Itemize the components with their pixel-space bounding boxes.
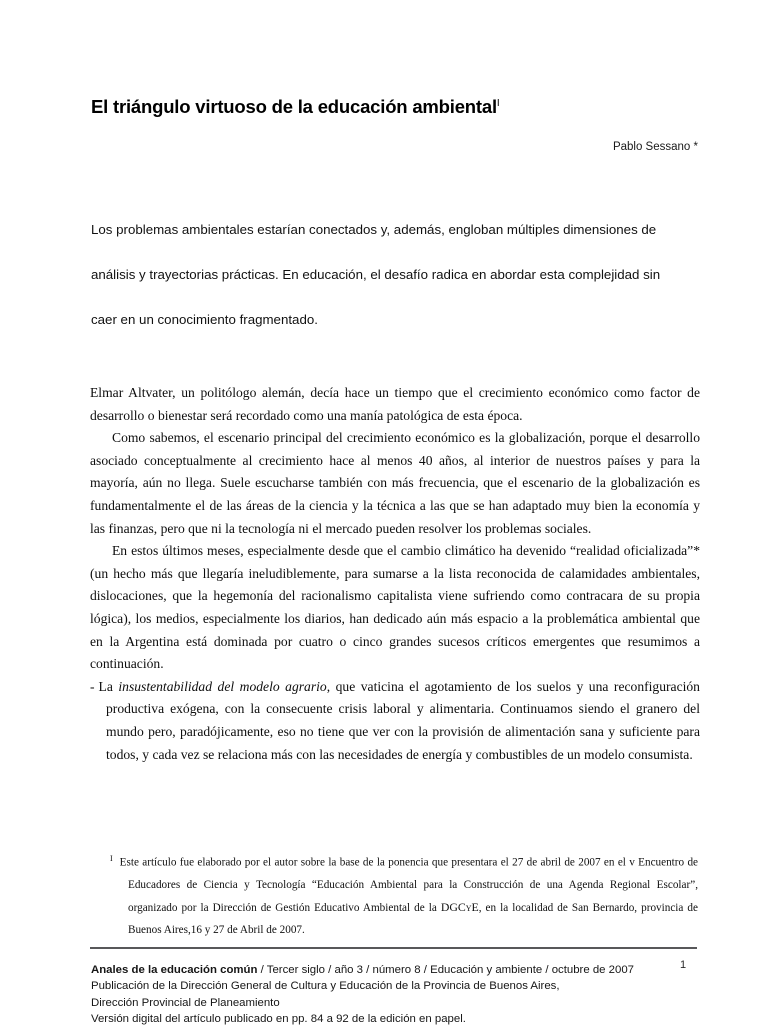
page-title-text: El triángulo virtuoso de la educación ambiental xyxy=(91,96,497,117)
footnote-marker: I xyxy=(110,854,113,863)
issue-details: / Tercer siglo / año 3 / número 8 / Educación y ambiente / octubre de 2007 xyxy=(257,964,635,976)
title-footnote-marker: I xyxy=(496,97,500,109)
footer-line-4: Versión digital del artículo publicado en pp. 84 a 92 de la edición en papel. xyxy=(91,1013,466,1026)
body-text xyxy=(90,382,700,766)
footer-divider xyxy=(90,947,697,949)
emphasized-term: insustentabilidad del modelo agrario xyxy=(118,678,327,694)
page-title xyxy=(91,96,701,118)
bulleted-paragraph xyxy=(90,676,700,766)
publication-name: Anales de la educación común xyxy=(91,964,258,976)
abstract: Los problemas ambientales estarían conectados y, además, engloban múltiples dimensiones de análisis y trayectorias prácticas. En educación, el desafío radica en abordar esta complejidad sin caer en un conocimiento fragmentado. xyxy=(91,222,661,327)
footer-line-2: Publicación de la Dirección General de Cultura y Educación de la Provincia de Buenos Aires, xyxy=(91,980,560,993)
list-lead-text: La xyxy=(98,678,119,694)
footnote xyxy=(110,848,698,941)
footnote-text-part2: , en la localidad de San Bernardo, provincia de Buenos Aires,16 y 27 de Abril de 2007. xyxy=(128,901,698,936)
footnote-text-part1: Este artículo fue elaborado por el autor sobre la base de la ponencia que presentara el 27 de abril de 2007 en el v Encuentro de Educadores de Ciencia y Tecnología “Educación Ambiental para la Construcción de una Agenda Regional Escolar”, organizado por la Dirección de Gestión Educativo Ambiental de la xyxy=(119,856,698,914)
list-dash: - xyxy=(90,678,95,694)
list-body-text: , que vaticina el agotamiento de los suelos y una reconfiguración productiva exógena, con la consecuente crisis laboral y alimentaria. Continuamos siendo el granero del mundo pero, paradójicamente, eso no tiene que ver con la provisión de alimentación sana y suficiente para todos, y cada vez se relaciona más con las necesidades de energía y combustibles de un modelo consumista. xyxy=(106,678,700,762)
page-number: 1 xyxy=(680,959,687,971)
footer xyxy=(91,962,651,1028)
paragraph: Elmar Altvater, un politólogo alemán, decía hace un tiempo que el crecimiento económico como factor de desarrollo o bienestar será recordado como una manía patológica de esta época. xyxy=(90,385,700,423)
footer-line-3: Dirección Provincial de Planeamiento xyxy=(91,996,280,1009)
footer-issue-line xyxy=(91,962,651,978)
title-block xyxy=(91,96,701,118)
author-byline: Pablo Sessano * xyxy=(612,141,698,153)
paragraph: En estos últimos meses, especialmente desde que el cambio climático ha devenido “realidad oficializada”* (un hecho más que llegaría ineludiblemente, para sumarse a la lista reconocida de calamidades ambientales, dislocaciones, que la hegemonía del racionalismo capitalista viene sufriendo como contracara de su propia lógica), los medios, especialmente los diarios, han dedicado aún más espacio a la problemática ambiental que en la Argentina está dominada por cuatro o cinco grandes sucesos críticos emergentes que resumimos a continuación. xyxy=(90,543,700,672)
footnote-block xyxy=(110,848,698,941)
footnote-acronym: DGCyE xyxy=(440,899,479,914)
paragraph: Como sabemos, el escenario principal del crecimiento económico es la globalización, porque el desarrollo asociado conceptualmente al crecimiento hace al menos 40 años, al interior de nuestros países y para la mayoría, aún no llega. Suele escucharse también con más frecuencia, que el escenario de la globalización es fundamentalmente el de las áreas de la ciencia y la técnica a las que se han adaptado muy bien la economía y las finanzas, pero que ni la tecnología ni el mercado pueden resolver los problemas sociales. xyxy=(90,430,700,536)
